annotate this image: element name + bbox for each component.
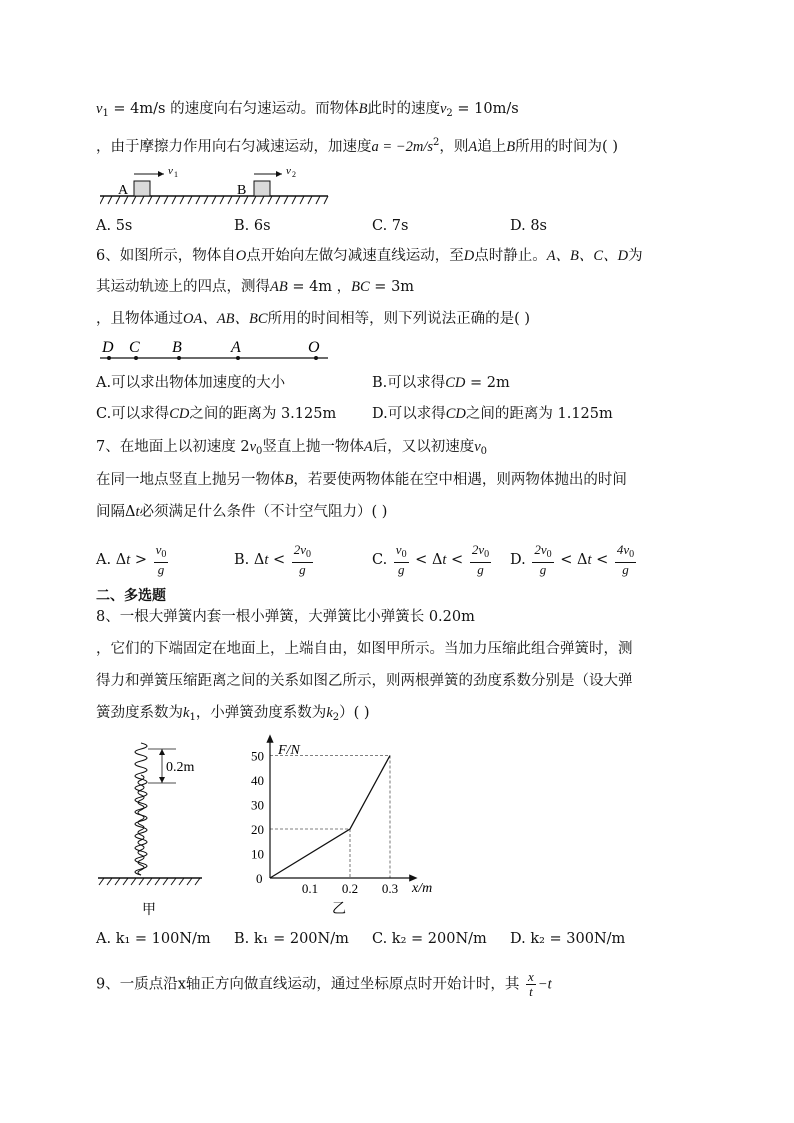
force-displacement-chart [234, 732, 444, 922]
point-c: C [129, 339, 140, 356]
x-tick-label: 0.2 [341, 881, 359, 896]
q7-option-c[interactable]: C. $\frac{v_0}{g}$ < Δt < $\frac{2v_0}{g}$ [372, 542, 490, 577]
svg-text:2: 2 [292, 170, 296, 179]
block-b [254, 181, 270, 196]
q7-option-a[interactable]: A. Δt > $\frac{v_0}{g}$ [96, 542, 167, 577]
ground-hatch [100, 196, 328, 204]
q8-option-a[interactable]: A. k₁ = 100N/m [96, 931, 211, 947]
q8-option-d[interactable]: D. k₂ = 300N/m [510, 931, 626, 947]
y-tick-label: 30 [251, 797, 264, 813]
q5-figure [100, 162, 330, 208]
svg-text:v: v [168, 165, 173, 177]
block-a [134, 181, 150, 196]
label-a: A [118, 183, 129, 198]
point-d: D [102, 339, 114, 356]
point-a: A [231, 339, 241, 356]
svg-text:1: 1 [174, 170, 178, 179]
q8-line4: 簧劲度系数为$k_1$，小弹簧劲度系数为$k_2$）( ) [96, 705, 370, 723]
q7-line2: 在同一地点竖直上抛另一物体B，若要使两物体能在空中相遇，则两物体抛出的时间 [96, 472, 627, 488]
q5-line2: ，由于摩擦力作用向右匀减速运动，加速度$a = -2m/s^2$，则A追上B所用的时间为( ) [96, 137, 618, 155]
q6-line1: 6、如图所示，物体自O点开始向左做匀减速直线运动，至D点时静止。A、B、C、D为 [96, 248, 643, 264]
point-o: O [308, 339, 320, 356]
q7-line1: 7、在地面上以初速度 $2v_0$竖直上抛一物体A后，又以初速度$v_0$ [96, 439, 488, 457]
q7-option-d[interactable]: D. $\frac{2v_0}{g}$ < Δt < $\frac{4v_0}{g}$ [510, 542, 635, 577]
q6-option-d[interactable]: D.可以求得CD之间的距离为 1.125m [372, 406, 613, 422]
point-b: B [172, 339, 182, 356]
y-tick-label: 20 [251, 822, 264, 837]
y-tick-label: 10 [251, 846, 264, 862]
q5-option-d[interactable]: D. 8s [510, 218, 547, 234]
q7-line3: 间隔Δt必须满足什么条件（不计空气阻力）( ) [96, 504, 388, 520]
q8-line3: 得力和弹簧压缩距离之间的关系如图乙所示，则两根弹簧的劲度系数分别是（设大弹 [96, 673, 633, 689]
y-tick-label: 40 [251, 773, 264, 788]
series-line [270, 756, 390, 879]
q6-line3: ，且物体通过OA、AB、BC所用的时间相等，则下列说法正确的是( ) [96, 311, 530, 327]
q8-option-b[interactable]: B. k₁ = 200N/m [234, 931, 349, 947]
dimension-label: 0.2m [166, 760, 195, 775]
x-tick-label: 0.1 [301, 881, 319, 896]
x-tick-label: 0.3 [381, 881, 399, 896]
origin-label: 0 [256, 871, 263, 886]
q8-option-c[interactable]: C. k₂ = 200N/m [372, 931, 487, 947]
label-b: B [237, 183, 247, 198]
caption-jia: 甲 [142, 903, 156, 918]
q6-option-c[interactable]: C.可以求得CD之间的距离为 3.125m [96, 406, 337, 422]
q8-line1: 8、一根大弹簧内套一根小弹簧，大弹簧比小弹簧长 0.20m [96, 609, 475, 625]
q5-option-b[interactable]: B. 6s [234, 218, 271, 234]
spring-figure [96, 742, 216, 924]
y-tick-label: 50 [251, 748, 264, 764]
q6-option-b[interactable]: B.可以求得CD = 2m [372, 375, 510, 391]
q8-line2: ，它们的下端固定在地面上，上端自由，如图甲所示。当加力压缩此组合弹簧时，测 [96, 641, 633, 657]
q6-option-a[interactable]: A.可以求出物体加速度的大小 [96, 375, 286, 391]
q6-line2: 其运动轨迹上的四点，测得AB = 4m ，BC = 3m [96, 279, 415, 295]
caption-yi: 乙 [332, 902, 346, 917]
q5-option-c[interactable]: C. 7s [372, 218, 409, 234]
q9-line1: 9、一质点沿x轴正方向做直线运动，通过坐标原点时开始计时，其 $\frac{x}{t}$ −t [96, 969, 552, 999]
q5-line1: $v_1 = 4m/s$ 的速度向右匀速运动。而物体B此时的速度$v_2 = 10m/s$ [96, 101, 519, 119]
q5-option-a[interactable]: A. 5s [96, 218, 133, 234]
q6-figure [98, 334, 338, 366]
q7-option-b[interactable]: B. Δt < $\frac{2v_0}{g}$ [234, 542, 312, 577]
y-axis-label: F/N [278, 743, 300, 758]
x-axis-label: x/m [412, 881, 433, 896]
svg-text:v: v [286, 165, 291, 177]
section-heading: 二、多选题 [96, 588, 166, 604]
